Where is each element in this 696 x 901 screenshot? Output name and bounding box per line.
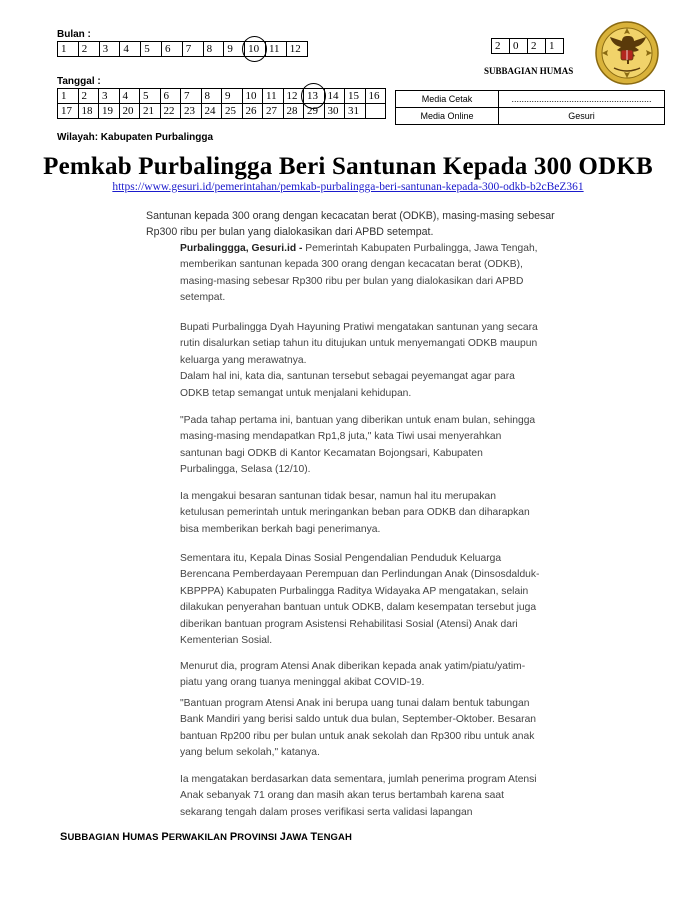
media-table xyxy=(395,90,665,125)
media-label: Media Cetak xyxy=(396,91,499,108)
article-paragraph: Ia mengatakan berdasarkan data sementara, jumlah penerima program Atensi Anak sebanyak 71 orang dan masih akan terus bertambah karena saat sekarang tengah dalam proses verifikasi serta validasi lapangan xyxy=(180,774,537,818)
paragraph-text: Pemerintah Kabupaten Purbalingga, Jawa Tengah, memberikan santunan kepada 300 orang dengan kecacatan berat (ODKB), masing-masing sebesar Rp300 ribu per bulan yang dialokasikan dari APBD setempat. xyxy=(180,243,538,304)
day-cell: 21 xyxy=(140,104,161,119)
day-cell: 12 xyxy=(283,89,304,104)
month-cell: 9 xyxy=(224,42,245,57)
month-cell: 2 xyxy=(78,42,99,57)
article-paragraph: Sementara itu, Kepala Dinas Sosial Pengendalian Penduduk Keluarga Berencana Pemberdayaan Perempuan dan Perlindungan Anak (Dinsosdalduk- KBPPPA) Kabupaten Purbalingga Raditya Widayaka AP mengatakan, selain dilakukan penyerahan bantuan untuk ODKB, dalam kesempatan tersebut juga diberikan bantuan program Asistensi Rehabilitasi Sosial (Atensi) Anak dari Kementerian Sosial. xyxy=(180,553,540,647)
month-cell: 5 xyxy=(141,42,162,57)
month-grid xyxy=(57,41,308,57)
day-cell: 20 xyxy=(119,104,140,119)
month-cell: 8 xyxy=(203,42,224,57)
article-url[interactable]: https://www.gesuri.id/pemerintahan/pemkab-purbalingga-beri-santunan-kepada-300-odkb-b2cBeZ361 xyxy=(112,181,584,193)
footer-text: SUBBAGIAN HUMAS PERWAKILAN PROVINSI JAWA TENGAH xyxy=(60,831,352,843)
day-cell: 28 xyxy=(283,104,304,119)
day-grid xyxy=(57,88,386,119)
government-emblem-icon xyxy=(594,20,660,86)
article-paragraph: Menurut dia, program Atensi Anak diberikan kepada anak yatim/piatu/yatim- piatu yang orang tuanya meninggal akibat COVID-19. xyxy=(180,661,526,689)
day-cell: 5 xyxy=(140,89,161,104)
day-cell: 15 xyxy=(345,89,366,104)
day-cell: 19 xyxy=(99,104,120,119)
day-cell: 31 xyxy=(345,104,366,119)
month-cell: 11 xyxy=(265,42,286,57)
day-cell: 4 xyxy=(119,89,140,104)
selection-circle xyxy=(242,36,267,62)
day-cell: 11 xyxy=(263,89,284,104)
tanggal-label: Tanggal : xyxy=(57,76,101,87)
day-cell: 26 xyxy=(242,104,263,119)
year-grid xyxy=(491,38,564,54)
month-cell: 12 xyxy=(286,42,307,57)
day-cell: 9 xyxy=(222,89,243,104)
org-name: SUBBAGIAN HUMAS xyxy=(484,66,574,76)
media-label: Media Online xyxy=(396,108,499,125)
day-cell: 18 xyxy=(78,104,99,119)
bulan-label: Bulan : xyxy=(57,29,91,40)
article-title: Pemkab Purbalingga Beri Santunan Kepada 300 ODKB xyxy=(43,153,653,180)
article-paragraph: "Bantuan program Atensi Anak ini berupa uang tunai dalam bentuk tabungan Bank Mandiri yang berisi saldo untuk dua bulan, September-Oktober. Besaran bantuan Rp200 ribu per bulan untuk anak sekolah dan Rp300 ribu untuk anak yang belum sekolah," katanya. xyxy=(180,698,537,759)
day-cell: 6 xyxy=(160,89,181,104)
day-cell xyxy=(365,104,386,119)
dateline: Purbalinggga, Gesuri.id - xyxy=(180,243,303,254)
month-cell: 1 xyxy=(58,42,79,57)
day-cell: 30 xyxy=(324,104,345,119)
article-paragraph xyxy=(180,241,580,307)
month-cell: 3 xyxy=(99,42,120,57)
article-paragraph: Ia mengakui besaran santunan tidak besar, namun hal itu merupakan ketulusan pemerintah untuk meringankan beban para ODKB dan diharapkan bisa memberikan berkah bagi penerimanya. xyxy=(180,491,530,535)
day-cell: 23 xyxy=(181,104,202,119)
day-cell: 16 xyxy=(365,89,386,104)
year-digit-cell: 0 xyxy=(510,39,528,54)
day-cell: 10 xyxy=(242,89,263,104)
day-cell: 8 xyxy=(201,89,222,104)
wilayah: Wilayah: Kabupaten Purbalingga xyxy=(57,132,214,143)
month-cell: 6 xyxy=(161,42,182,57)
article-paragraph: "Pada tahap pertama ini, bantuan yang diberikan untuk enam bulan, sehingga masing-masing mendapatkan Rp1,8 juta," kata Tiwi usai menyerahkan santunan bagi ODKB di Kantor Kecamatan Bojongsari, Kabupaten Purbalingga, Selasa (12/10). xyxy=(180,415,536,476)
footer-org xyxy=(60,831,352,843)
day-cell: 22 xyxy=(160,104,181,119)
month-cell: 4 xyxy=(120,42,141,57)
day-cell: 25 xyxy=(222,104,243,119)
day-cell: 27 xyxy=(263,104,284,119)
media-row xyxy=(396,91,665,108)
media-row xyxy=(396,108,665,125)
day-cell: 17 xyxy=(58,104,79,119)
day-cell: 7 xyxy=(181,89,202,104)
day-cell: 29 xyxy=(304,104,325,119)
media-value: ........................................................ xyxy=(499,91,665,108)
year-digit-cell: 2 xyxy=(528,39,546,54)
month-cell: 7 xyxy=(182,42,203,57)
day-cell: 2 xyxy=(78,89,99,104)
article-paragraph: Bupati Purbalingga Dyah Hayuning Pratiwi mengatakan santunan yang secara rutin disalurkan setiap tahun itu ditujukan untuk menyemangati ODKB maupun keluarga yang merawatnya. Dalam hal ini, kata dia, santunan tersebut sebagai peyemangat agar para ODKB tetap semangat untuk menjalani kehidupan. xyxy=(180,322,538,399)
day-cell: 13 xyxy=(304,89,325,104)
day-cell: 24 xyxy=(201,104,222,119)
day-cell: 1 xyxy=(58,89,79,104)
year-digit-cell: 2 xyxy=(492,39,510,54)
day-cell: 3 xyxy=(99,89,120,104)
year-digit-cell: 1 xyxy=(546,39,564,54)
day-cell: 14 xyxy=(324,89,345,104)
article-lead: Santunan kepada 300 orang dengan kecacatan berat (ODKB), masing-masing sebesar Rp300 ribu per bulan yang dialokasikan dari APBD setempat. xyxy=(146,210,555,238)
media-value: Gesuri xyxy=(499,108,665,125)
month-cell: 10 xyxy=(245,42,266,57)
